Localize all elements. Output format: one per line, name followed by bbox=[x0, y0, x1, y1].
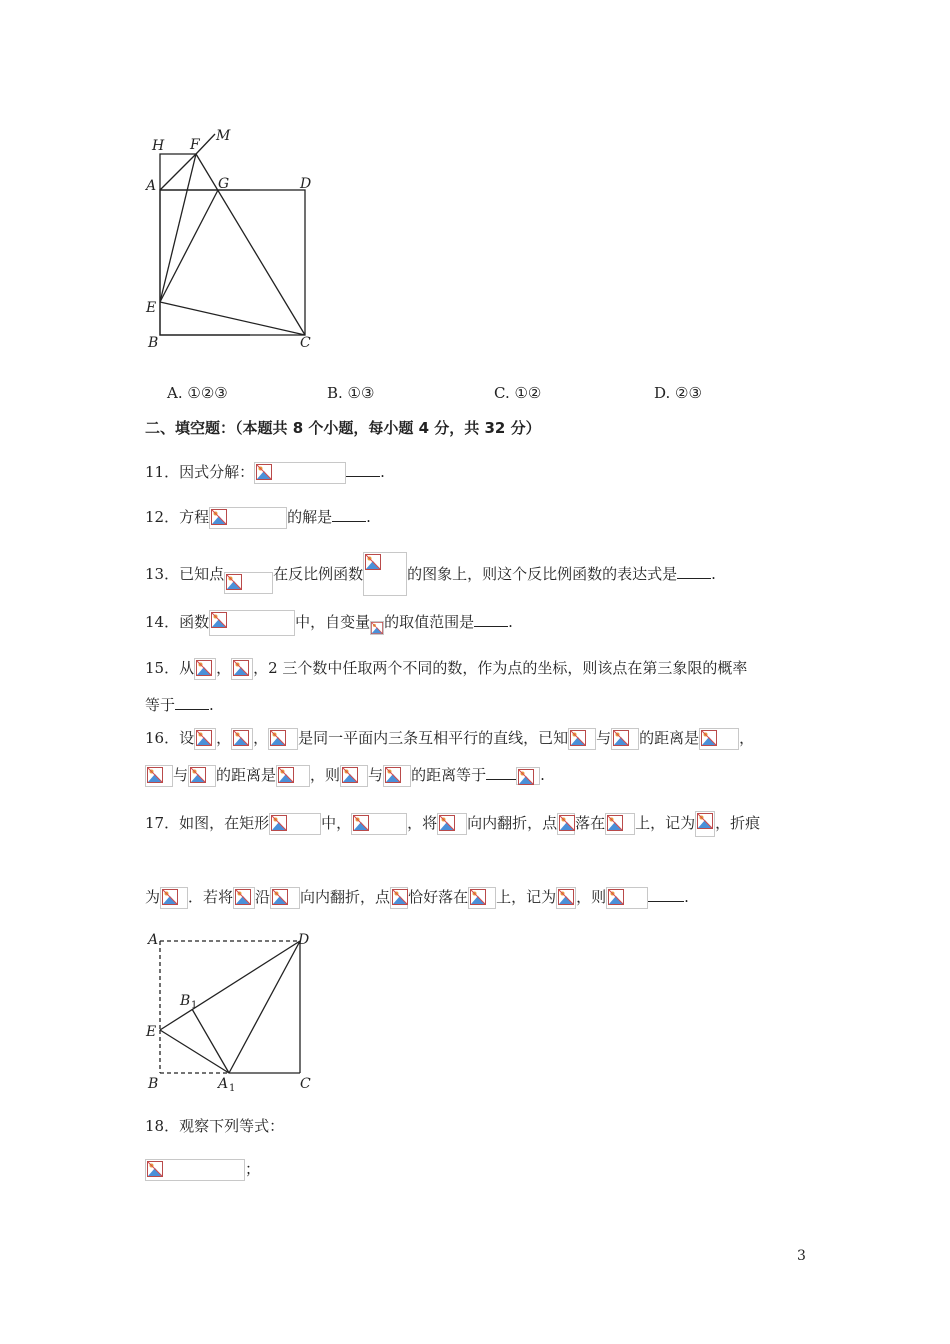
line-de bbox=[160, 941, 300, 1030]
broken-image-icon bbox=[145, 1159, 245, 1181]
line-ec bbox=[160, 302, 305, 335]
broken-image-icon bbox=[611, 728, 639, 750]
broken-image-icon bbox=[699, 728, 739, 750]
line-b1a1 bbox=[192, 1009, 229, 1073]
label-h: H bbox=[152, 138, 165, 154]
label-a1: A bbox=[218, 1076, 229, 1092]
question-18: 18．观察下列等式： bbox=[145, 1117, 285, 1135]
question-13: 13．已知点 在反比例函数 的图象上，则这个反比例函数的表达式是 . bbox=[145, 544, 716, 588]
broken-image-icon bbox=[188, 765, 216, 787]
label-d: D bbox=[300, 176, 312, 192]
broken-image-icon bbox=[606, 887, 648, 909]
option-a: A. ①②③ bbox=[167, 384, 228, 402]
label-e: E bbox=[146, 300, 157, 316]
broken-image-icon bbox=[254, 462, 346, 484]
page-number: 3 bbox=[797, 1248, 806, 1264]
label-b1: B bbox=[180, 993, 191, 1009]
broken-image-icon bbox=[340, 765, 368, 787]
broken-image-icon bbox=[568, 728, 596, 750]
section-title: 二、填空题：（本题共 8 个小题，每小题 4 分，共 32 分） bbox=[145, 419, 541, 437]
question-16: 16．设 ， ， 是同一平面内三条互相平行的直线，已知 与 的距离是 ， bbox=[145, 727, 754, 750]
question-15-line-2: 等于 . bbox=[145, 696, 214, 714]
broken-image-icon bbox=[468, 887, 496, 909]
broken-image-icon bbox=[224, 572, 273, 594]
geometry-figure-2 bbox=[140, 928, 330, 1093]
broken-image-icon bbox=[145, 765, 173, 787]
broken-image-icon bbox=[557, 813, 575, 835]
broken-image-icon bbox=[209, 610, 295, 636]
label-b1-sub: 1 bbox=[191, 1000, 198, 1011]
line-da1 bbox=[229, 941, 300, 1073]
line-fc bbox=[196, 154, 305, 335]
broken-image-icon bbox=[231, 658, 253, 680]
option-b: B. ①③ bbox=[327, 384, 375, 402]
question-17: 17．如图，在矩形 中， ，将 向内翻折，点 落在 上，记为 ，折痕 bbox=[145, 811, 760, 837]
broken-image-icon bbox=[370, 621, 384, 635]
question-17-line-2: 为 ．若将 沿 向内翻折，点 恰好落在 上，记为 ，则 . bbox=[145, 886, 689, 909]
broken-image-icon bbox=[363, 552, 407, 596]
option-c: C. ①② bbox=[494, 384, 542, 402]
line-ge bbox=[160, 190, 218, 302]
broken-image-icon bbox=[194, 658, 216, 680]
label-f: F bbox=[190, 137, 200, 153]
line-af bbox=[160, 154, 196, 190]
label-b: B bbox=[148, 335, 159, 351]
broken-image-icon bbox=[351, 813, 407, 835]
broken-image-icon bbox=[231, 728, 253, 750]
broken-image-icon bbox=[160, 887, 188, 909]
label-m: M bbox=[216, 128, 231, 144]
broken-image-icon bbox=[276, 765, 310, 787]
broken-image-icon bbox=[390, 887, 408, 909]
option-d: D. ②③ bbox=[654, 384, 702, 402]
question-16-line-2: 与 的距离是 ，则 与 的距离等于 . bbox=[145, 764, 545, 787]
broken-image-icon bbox=[556, 887, 576, 909]
broken-image-icon bbox=[695, 811, 715, 837]
broken-image-icon bbox=[437, 813, 467, 835]
broken-image-icon bbox=[233, 887, 255, 909]
label-a: A bbox=[148, 932, 159, 948]
broken-image-icon bbox=[605, 813, 635, 835]
label-d: D bbox=[298, 932, 310, 948]
label-a: A bbox=[146, 178, 157, 194]
broken-image-icon bbox=[268, 728, 298, 750]
label-b: B bbox=[148, 1076, 159, 1092]
question-12: 12．方程 的解是 . bbox=[145, 506, 371, 529]
geometry-figure-1-lines bbox=[140, 122, 340, 357]
label-g: G bbox=[218, 176, 230, 192]
label-a1-sub: 1 bbox=[229, 1083, 236, 1093]
line-ea1 bbox=[160, 1030, 229, 1073]
label-e: E bbox=[146, 1024, 157, 1040]
line-fe bbox=[160, 154, 196, 302]
broken-image-icon bbox=[209, 507, 287, 529]
broken-image-icon bbox=[270, 887, 300, 909]
broken-image-icon bbox=[194, 728, 216, 750]
broken-image-icon bbox=[383, 765, 411, 787]
broken-image-icon bbox=[269, 813, 321, 835]
question-15: 15．从 ， ，2 三个数中任取两个不同的数，作为点的坐标，则该点在第三象限的概率 bbox=[145, 657, 747, 680]
label-c: C bbox=[300, 335, 311, 351]
question-14: 14．函数 中，自变量 的取值范围是 . bbox=[145, 610, 513, 636]
label-c: C bbox=[300, 1076, 311, 1092]
broken-image-icon bbox=[516, 767, 540, 785]
question-18-equation-1: ； bbox=[145, 1158, 260, 1181]
question-11: 11．因式分解： . bbox=[145, 461, 385, 484]
